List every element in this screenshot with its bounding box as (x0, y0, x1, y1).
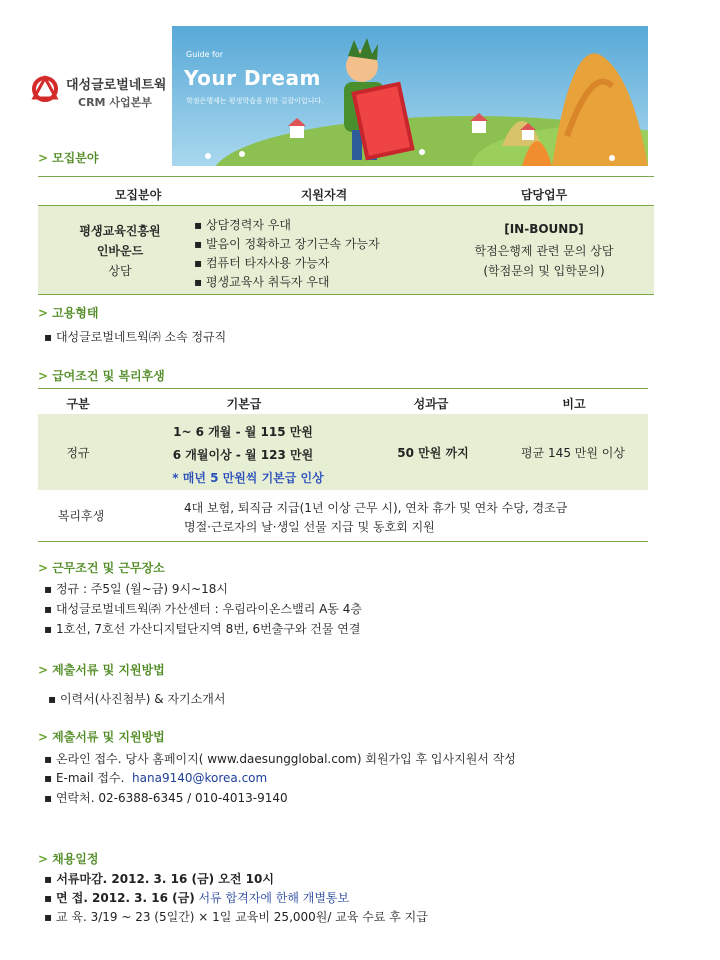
chevron-right-icon: > (38, 852, 49, 866)
banner-subtitle: 학점은행제는 평생학습을 위한 길잡이입니다. (186, 97, 324, 105)
qualification-item: ▪ 상담경력자 우대 (194, 218, 291, 232)
banner-guide-text: Guide for (186, 50, 224, 59)
recruit-table (38, 176, 654, 293)
welfare-line2: 명절·근로자의 날·생일 선물 지급 및 동호회 지원 (184, 520, 435, 534)
section-title-employment: > 고용형태 (38, 306, 99, 320)
salary-note: 평균 145 만원 이상 (521, 446, 625, 460)
chevron-right-icon: > (38, 663, 49, 677)
section-title-work: > 근무조건 및 근무장소 (38, 561, 165, 575)
email-link[interactable]: hana9140@korea.com (132, 771, 268, 785)
qualification-item: ▪ 컴퓨터 타자사용 가능자 (194, 256, 330, 270)
salary-bonus: 50 만원 까지 (397, 446, 469, 460)
recruit-field-line2: 인바운드 (96, 244, 144, 258)
duty-line2: 학점은행제 관련 문의 상담 (474, 244, 614, 258)
work-item: ▪ 1호선, 7호선 가산디지털단지역 8번, 6번출구와 건물 연결 (44, 622, 361, 636)
chevron-right-icon: > (38, 151, 49, 165)
chevron-right-icon: > (38, 369, 49, 383)
section-title-apply: > 제출서류 및 지원방법 (38, 730, 165, 744)
salary-header-note: 비고 (562, 397, 586, 411)
recruit-row (38, 205, 654, 295)
section-title-schedule: > 채용일정 (38, 852, 99, 866)
schedule-interview: ▪ 면 접. 2012. 3. 16 (금) 서류 합격자에 한해 개별통보 (44, 891, 350, 905)
duty-line3: (학점문의 및 입학문의) (483, 264, 605, 278)
company-logo (30, 72, 170, 112)
document-item: ▪ 이력서(사진첨부) & 자기소개서 (48, 692, 226, 706)
recruit-field-line3: 상담 (108, 264, 132, 278)
company-mark-icon (30, 74, 60, 104)
qualification-item: ▪ 평생교육사 취득자 우대 (194, 275, 330, 289)
logo-division: CRM 사업본부 (78, 96, 152, 109)
chevron-right-icon: > (38, 306, 49, 320)
welfare-line1: 4대 보험, 퇴직금 지급(1년 이상 근무 시), 연차 휴가 및 연차 수당, 경조금 (184, 501, 568, 515)
section-title-salary: > 급여조건 및 복리후생 (38, 369, 165, 383)
logo-company-name: 대성글로벌네트웍 (66, 78, 167, 93)
welfare-row (38, 490, 648, 542)
salary-base-line2: 6 개월이상 - 월 123 만원 (172, 448, 314, 462)
apply-email: ▪ E-mail 접수. hana9140@korea.com (44, 771, 268, 785)
recruit-header-qualification: 지원자격 (300, 188, 348, 202)
interview-note: 서류 합격자에 한해 개별통보 (198, 891, 350, 905)
qualification-item: ▪ 발음이 정확하고 장기근속 가능자 (194, 237, 380, 251)
recruit-header-duty: 담당업무 (520, 188, 568, 202)
section-title-recruit: > 모집분야 (38, 151, 99, 165)
chevron-right-icon: > (38, 730, 49, 744)
employment-item: ▪ 대성글로벌네트웍㈜ 소속 정규직 (44, 330, 227, 344)
salary-base-line1: 1~ 6 개월 - 월 115 만원 (173, 425, 313, 439)
banner-title: Your Dream (184, 66, 321, 90)
salary-row (38, 414, 648, 490)
work-item: ▪ 대성글로벌네트웍㈜ 가산센터 : 우림라이온스밸리 A동 4층 (44, 602, 362, 616)
apply-online: ▪ 온라인 접수. 당사 홈페이지( www.daesungglobal.com) 회원가입 후 입사지원서 작성 (44, 752, 516, 766)
work-item: ▪ 정규 : 주5일 (월~금) 9시~18시 (44, 582, 229, 596)
salary-raise-note: * 매년 5 만원씩 기본급 인상 (172, 471, 324, 485)
apply-contact: ▪ 연락처. 02-6388-6345 / 010-4013-9140 (44, 791, 288, 805)
banner-image (172, 26, 648, 166)
recruit-field-line1: 평생교육진흥원 (79, 224, 161, 238)
salary-header-bonus: 성과급 (413, 397, 449, 411)
salary-type: 정규 (66, 446, 90, 460)
duty-line1: [IN-BOUND] (504, 222, 584, 236)
recruit-header-field: 모집분야 (114, 188, 162, 202)
schedule-deadline: ▪ 서류마감. 2012. 3. 16 (금) 오전 10시 (44, 872, 274, 886)
chevron-right-icon: > (38, 561, 49, 575)
salary-header-type: 구분 (66, 397, 90, 411)
welfare-label: 복리후생 (57, 509, 105, 523)
section-title-documents: > 제출서류 및 지원방법 (38, 663, 165, 677)
salary-header-base: 기본급 (226, 397, 262, 411)
schedule-training: ▪ 교 육. 3/19 ~ 23 (5일간) × 1일 교육비 25,000원/ 교육 수료 후 지급 (44, 910, 428, 924)
salary-table (38, 388, 648, 541)
